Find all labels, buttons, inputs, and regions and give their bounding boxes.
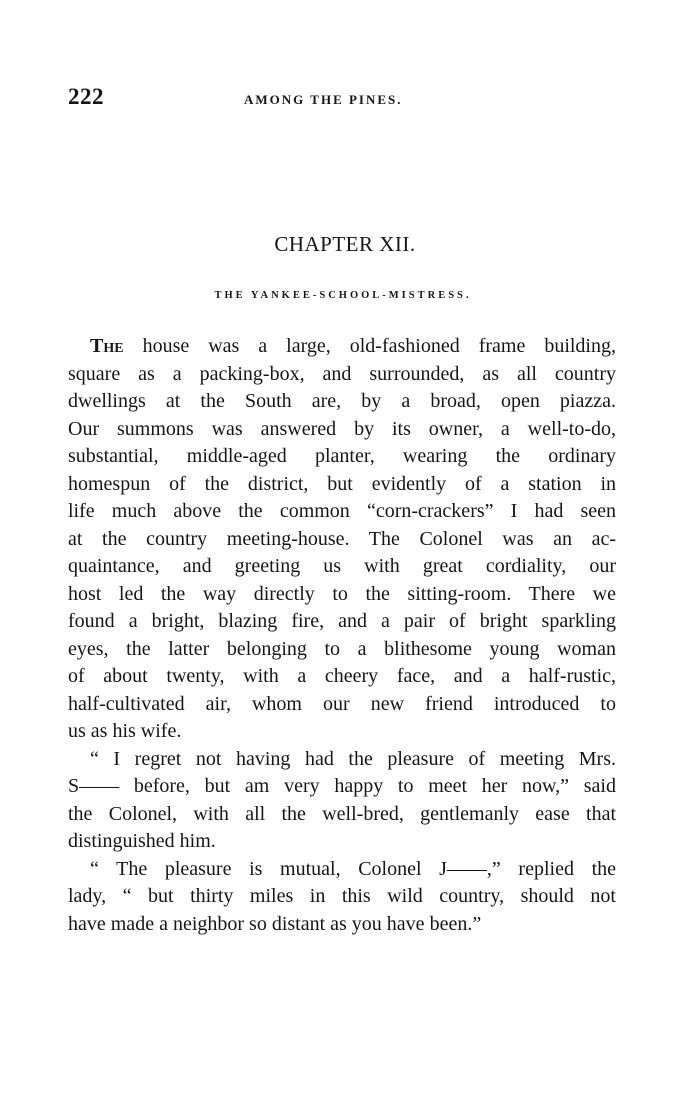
text-line: S—— before, but am very happy to meet her now,” said (68, 775, 616, 797)
chapter-subtitle: THE YANKEE-SCHOOL-MISTRESS. (214, 290, 472, 301)
running-head (68, 84, 616, 114)
chapter-title: CHAPTER XII. (274, 232, 416, 256)
text-line: life much above the common “corn-crackers” I had seen (68, 500, 616, 522)
text-line: the Colonel, with all the well-bred, gentlemanly ease that (68, 802, 616, 825)
text-line: at the country meeting-house. The Colonel was an ac- (68, 527, 616, 550)
running-title: AMONG THE PINES. (244, 92, 403, 107)
text-line: have made a neighbor so distant as you have been.” (68, 912, 482, 935)
text-line: “ The pleasure is mutual, Colonel J——,” replied the (90, 857, 616, 880)
text-line: quaintance, and greeting us with great cordiality, our (68, 555, 616, 577)
text-line: “ I regret not having had the pleasure of meeting Mrs. (90, 747, 616, 770)
text-line: square as a packing-box, and surrounded, as all country (68, 362, 616, 385)
page-number: 222 (68, 84, 104, 109)
text-line-content: house was a large, old-fashioned frame building, (123, 335, 616, 357)
text-line: host led the way directly to the sitting-room. There we (68, 582, 616, 605)
text-line: distinguished him. (68, 830, 216, 852)
text-line: Our summons was answered by its owner, a well-to-do, (68, 417, 616, 440)
text-line: found a bright, blazing fire, and a pair of bright sparkling (68, 610, 616, 632)
text-line: half-cultivated air, whom our new friend introduced to (68, 692, 616, 715)
opening-word: The (90, 335, 124, 357)
text-line (68, 333, 616, 361)
text-line: of about twenty, with a cheery face, and a half-rustic, (68, 665, 616, 687)
text-line: homespun of the district, but evidently of a station in (68, 472, 616, 495)
text-line: eyes, the latter belonging to a blithesome young woman (68, 637, 616, 660)
text-line: substantial, middle-aged planter, wearing the ordinary (68, 445, 616, 467)
body-text (68, 333, 616, 938)
text-line: lady, “ but thirty miles in this wild country, should not (68, 885, 616, 907)
text-line: us as his wife. (68, 720, 182, 742)
text-line: dwellings at the South are, by a broad, open piazza. (68, 390, 616, 412)
